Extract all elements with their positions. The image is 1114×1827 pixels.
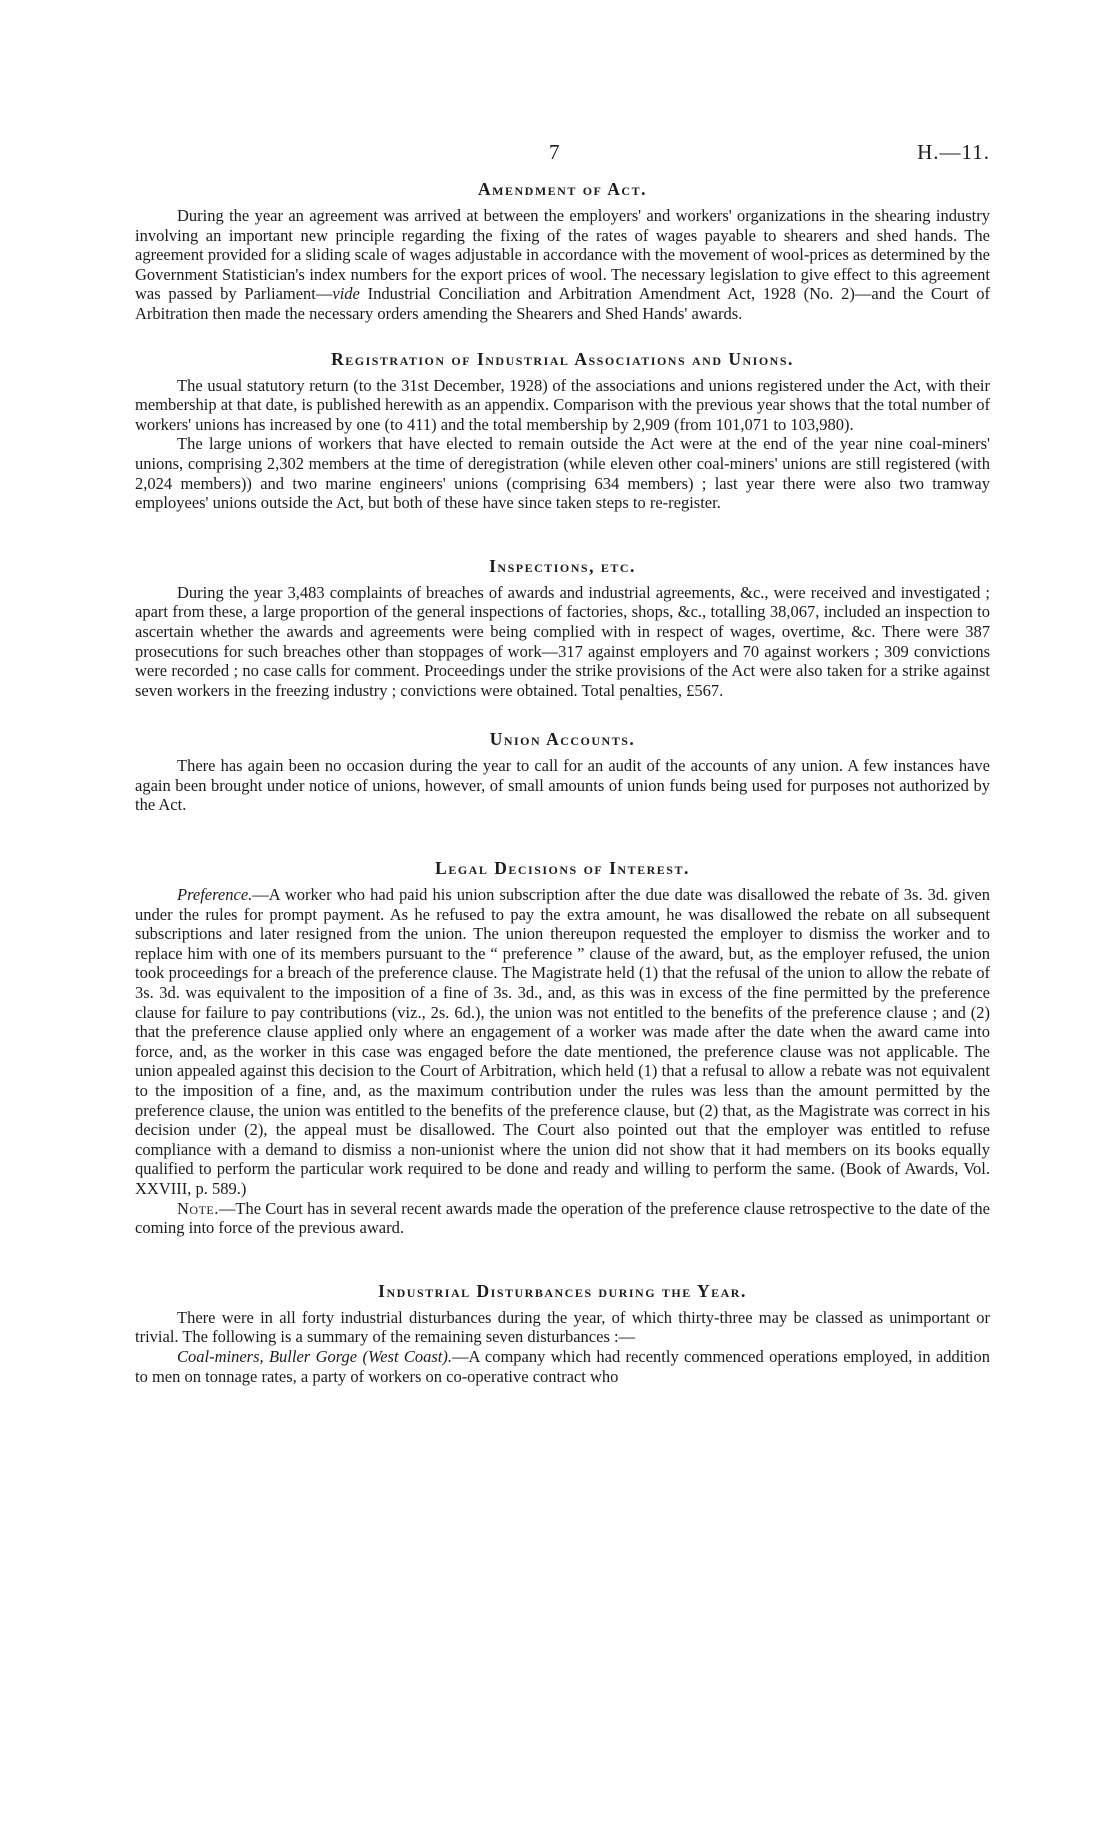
document-reference: H.—11. xyxy=(917,140,990,164)
paragraph: There were in all forty industrial disturbances during the year, of which thirty-three may be classed as unimportant or trivial. The following is a summary of the remaining seven disturbances :— xyxy=(135,1307,990,1347)
paragraph: There has again been no occasion during the year to call for an audit of the accounts of any union. A few instances have again been brought under notice of unions, however, of small amounts of union funds being used for purposes not authorized by the Act. xyxy=(135,756,990,815)
document-body xyxy=(135,178,990,1386)
paragraph: Preference.—A worker who had paid his union subscription after the due date was disallowed the rebate of 3s. 3d. given under the rules for prompt payment. As he refused to pay the extra amount, he was disallowed the rebate on all subsequent subscriptions and later resigned from the union. The union thereupon requested the employer to dismiss the worker and to replace him with one of its members pursuant to the “ preference ” clause of the award, but, as the employer refused, the union took proceedings for a breach of the preference clause. The Magistrate held (1) that the refusal of the union to allow the rebate of 3s. 3d. was equivalent to the imposition of a fine of 3s. 3d., and, as this was in excess of the fine permitted by the preference clause for failure to pay contributions (viz., 2s. 6d.), the union was not entitled to the benefits of the preference clause ; and (2) that the preference clause applied only where an engagement of a worker was made after the date when the award came into force, and, as the worker in this case was engaged before the date mentioned, the preference clause was not applicable. The union appealed against this decision to the Court of Arbitration, which held (1) that a refusal to allow a rebate was not equivalent to the imposition of a fine, and, as the maximum contribution under the rules was less than the amount permitted by the preference clause, the union was entitled to the benefits of the preference clause, but (2) that, as the Magistrate was correct in his decision under (2), the appeal must be disallowed. The Court also pointed out that the employer was entitled to refuse compliance with a demand to dismiss a non-unionist where the union did not show that it had members on its books equally qualified to perform the particular work required to be done and ready and willing to perform the same. (Book of Awards, Vol. XXVIII, p. 589.) xyxy=(135,885,990,1198)
section-title: Industrial Disturbances during the Year. xyxy=(378,1280,747,1301)
section-industrial-disturbances xyxy=(135,1280,990,1386)
section-registration xyxy=(135,348,990,513)
section-amendment-of-act xyxy=(135,178,990,324)
paragraph: During the year 3,483 complaints of breaches of awards and industrial agreements, &c., were received and investigated ; apart from these, a large proportion of the general inspections of factories, shops, &c., totalling 38,067, included an inspection to ascertain whether the awards and agreements were being complied with in respect of wages, overtime, &c. There were 387 prosecutions for such breaches other than stoppages of work—317 against employers and 70 against workers ; 309 convictions were recorded ; no case calls for comment. Proceedings under the strike provisions of the Act were also taken for a strike against seven workers in the freezing industry ; convictions were obtained. Total penalties, £567. xyxy=(135,582,990,700)
paragraph: Note.—The Court has in several recent awards made the operation of the preference clause retrospective to the date of the coming into force of the previous award. xyxy=(135,1198,990,1238)
paragraph: Coal-miners, Buller Gorge (West Coast).—A company which had recently commenced operations employed, in addition to men on tonnage rates, a party of workers on co-operative contract who xyxy=(135,1346,990,1386)
section-union-accounts xyxy=(135,728,990,815)
section-title: Legal Decisions of Interest. xyxy=(435,858,690,879)
paragraph: The large unions of workers that have elected to remain outside the Act were at the end of the year nine coal-miners' unions, comprising 2,302 members at the time of deregistration (while eleven other coal-miners' unions are still registered (with 2,024 members)) and two marine engineers' unions (comprising 634 members) ; last year there were also two tramway employees' unions outside the Act, but both of these have since taken steps to re-register. xyxy=(135,434,990,513)
section-legal-decisions xyxy=(135,857,990,1238)
section-title: Inspections, etc. xyxy=(489,555,636,576)
paragraph: During the year an agreement was arrived at between the employers' and workers' organizations in the shearing industry involving an important new principle regarding the fixing of the rates of wages payable to shearers and shed hands. The agreement provided for a sliding scale of wages adjustable in accordance with the movement of wool-prices as determined by the Government Statistician's index numbers for the export prices of wool. The necessary legislation to give effect to this agreement was passed by Parliament—vide Industrial Conciliation and Arbitration Amendment Act, 1928 (No. 2)—and the Court of Arbitration then made the necessary orders amending the Shearers and Shed Hands' awards. xyxy=(135,206,990,323)
section-inspections xyxy=(135,555,990,701)
page-header xyxy=(0,140,1114,170)
section-title: Registration of Industrial Associations and Unions. xyxy=(331,348,794,369)
page-number: 7 xyxy=(549,140,560,164)
section-title: Amendment of Act. xyxy=(478,179,647,199)
section-title: Union Accounts. xyxy=(489,729,636,750)
paragraph: The usual statutory return (to the 31st December, 1928) of the associations and unions registered under the Act, with their membership at that date, is published herewith as an appendix. Comparison with the previous year shows that the total number of workers' unions has increased by one (to 411) and the total membership by 2,909 (from 101,071 to 103,980). xyxy=(135,375,990,434)
